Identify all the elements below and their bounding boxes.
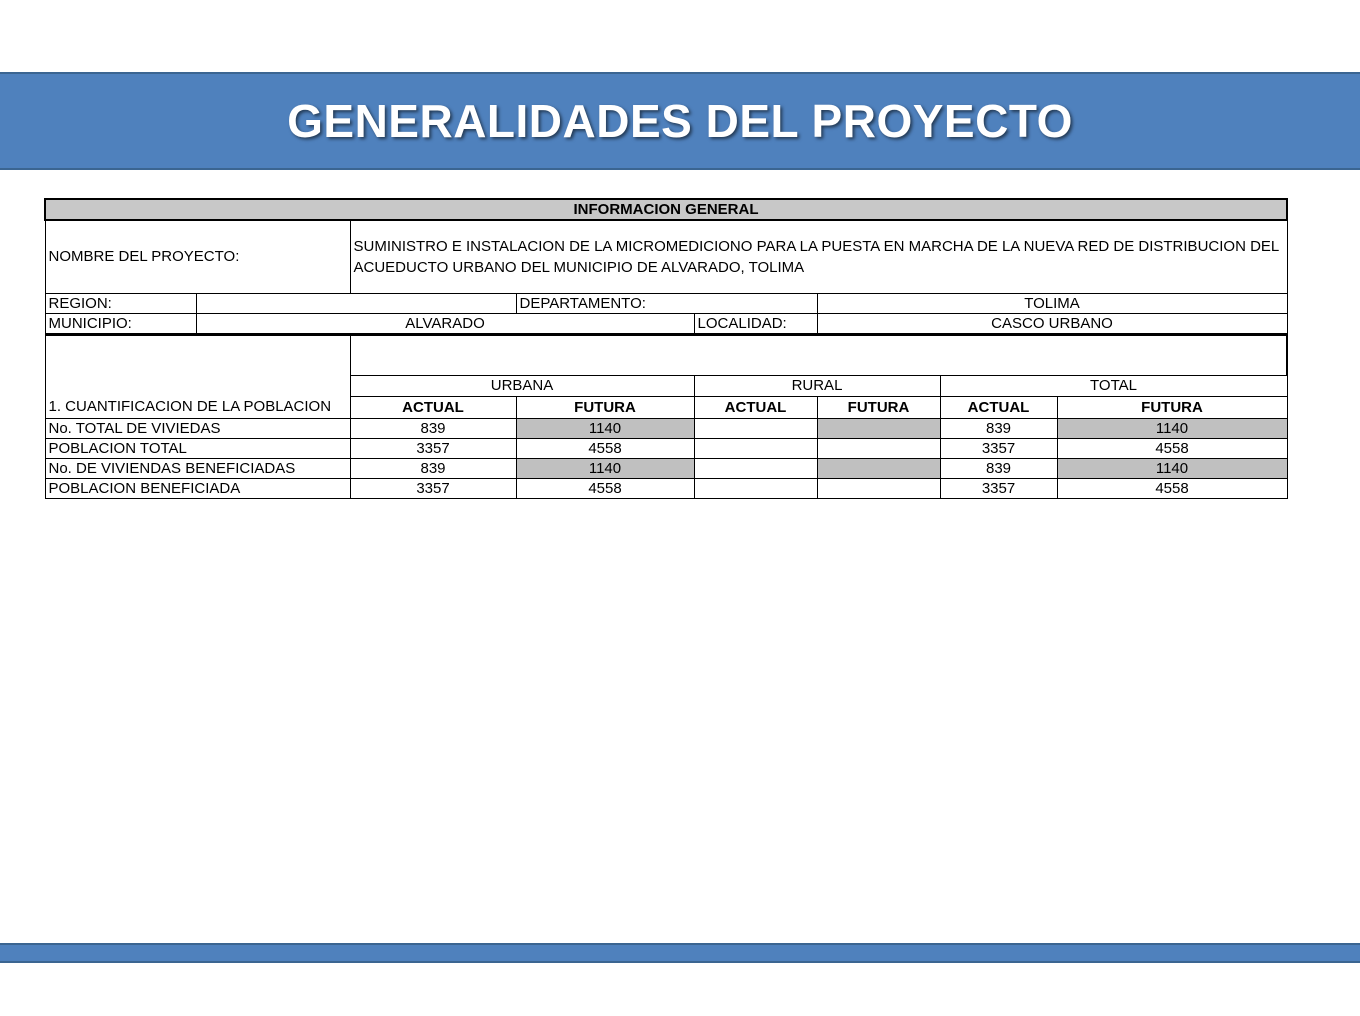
table-cell (817, 459, 940, 479)
subheader-urbana-futura: FUTURA (516, 397, 694, 419)
footer-bar (0, 943, 1360, 963)
table-cell: 4558 (1057, 479, 1287, 499)
departamento-label: DEPARTAMENTO: (516, 294, 817, 314)
municipio-value: ALVARADO (196, 314, 694, 335)
table-cell (694, 479, 817, 499)
subheader-urbana-actual: ACTUAL (350, 397, 516, 419)
table-cell: 4558 (1057, 439, 1287, 459)
table-cell: 839 (350, 459, 516, 479)
table-row (45, 439, 1287, 459)
table-cell (817, 419, 940, 439)
table-row (45, 419, 1287, 439)
table-cell (694, 419, 817, 439)
region-value (196, 294, 516, 314)
subheader-rural-futura: FUTURA (817, 397, 940, 419)
table-cell: 839 (350, 419, 516, 439)
table-cell: 3357 (940, 439, 1057, 459)
project-name-label: NOMBRE DEL PROYECTO: (45, 220, 350, 294)
table-cell: 4558 (516, 479, 694, 499)
table-cell: 3357 (350, 439, 516, 459)
subheader-total-actual: ACTUAL (940, 397, 1057, 419)
row-label: No. DE VIVIENDAS BENEFICIADAS (45, 459, 350, 479)
row-label: POBLACION TOTAL (45, 439, 350, 459)
table-cell (694, 459, 817, 479)
population-spacer (350, 335, 1287, 376)
table-row (45, 459, 1287, 479)
table-cell (694, 439, 817, 459)
row-label: POBLACION BENEFICIADA (45, 479, 350, 499)
page-title: GENERALIDADES DEL PROYECTO (287, 95, 1073, 147)
table-cell: 1140 (1057, 419, 1287, 439)
group-header-rural: RURAL (694, 375, 940, 397)
section-header-info: INFORMACION GENERAL (45, 199, 1287, 220)
general-info-table (44, 198, 1288, 499)
table-cell: 839 (940, 419, 1057, 439)
table-cell: 1140 (516, 459, 694, 479)
group-header-total: TOTAL (940, 375, 1287, 397)
table-cell (817, 439, 940, 459)
municipio-label: MUNICIPIO: (45, 314, 196, 335)
table-cell: 1140 (1057, 459, 1287, 479)
subheader-total-futura: FUTURA (1057, 397, 1287, 419)
table-row (45, 479, 1287, 499)
subheader-rural-actual: ACTUAL (694, 397, 817, 419)
table-cell (817, 479, 940, 499)
population-section-title: 1. CUANTIFICACION DE LA POBLACION (45, 335, 350, 419)
project-name-value: SUMINISTRO E INSTALACION DE LA MICROMEDICIONO PARA LA PUESTA EN MARCHA DE LA NUEVA RED DE DISTRIBUCION DEL ACUEDUCTO URBANO DEL MUNICIPIO DE ALVARADO, TOLIMA (350, 220, 1287, 294)
table-cell: 3357 (940, 479, 1057, 499)
table-cell: 3357 (350, 479, 516, 499)
row-label: No. TOTAL DE VIVIEDAS (45, 419, 350, 439)
localidad-label: LOCALIDAD: (694, 314, 817, 335)
table-cell: 839 (940, 459, 1057, 479)
region-label: REGION: (45, 294, 196, 314)
group-header-urbana: URBANA (350, 375, 694, 397)
table-cell: 1140 (516, 419, 694, 439)
localidad-value: CASCO URBANO (817, 314, 1287, 335)
table-cell: 4558 (516, 439, 694, 459)
title-banner (0, 72, 1360, 170)
departamento-value: TOLIMA (817, 294, 1287, 314)
